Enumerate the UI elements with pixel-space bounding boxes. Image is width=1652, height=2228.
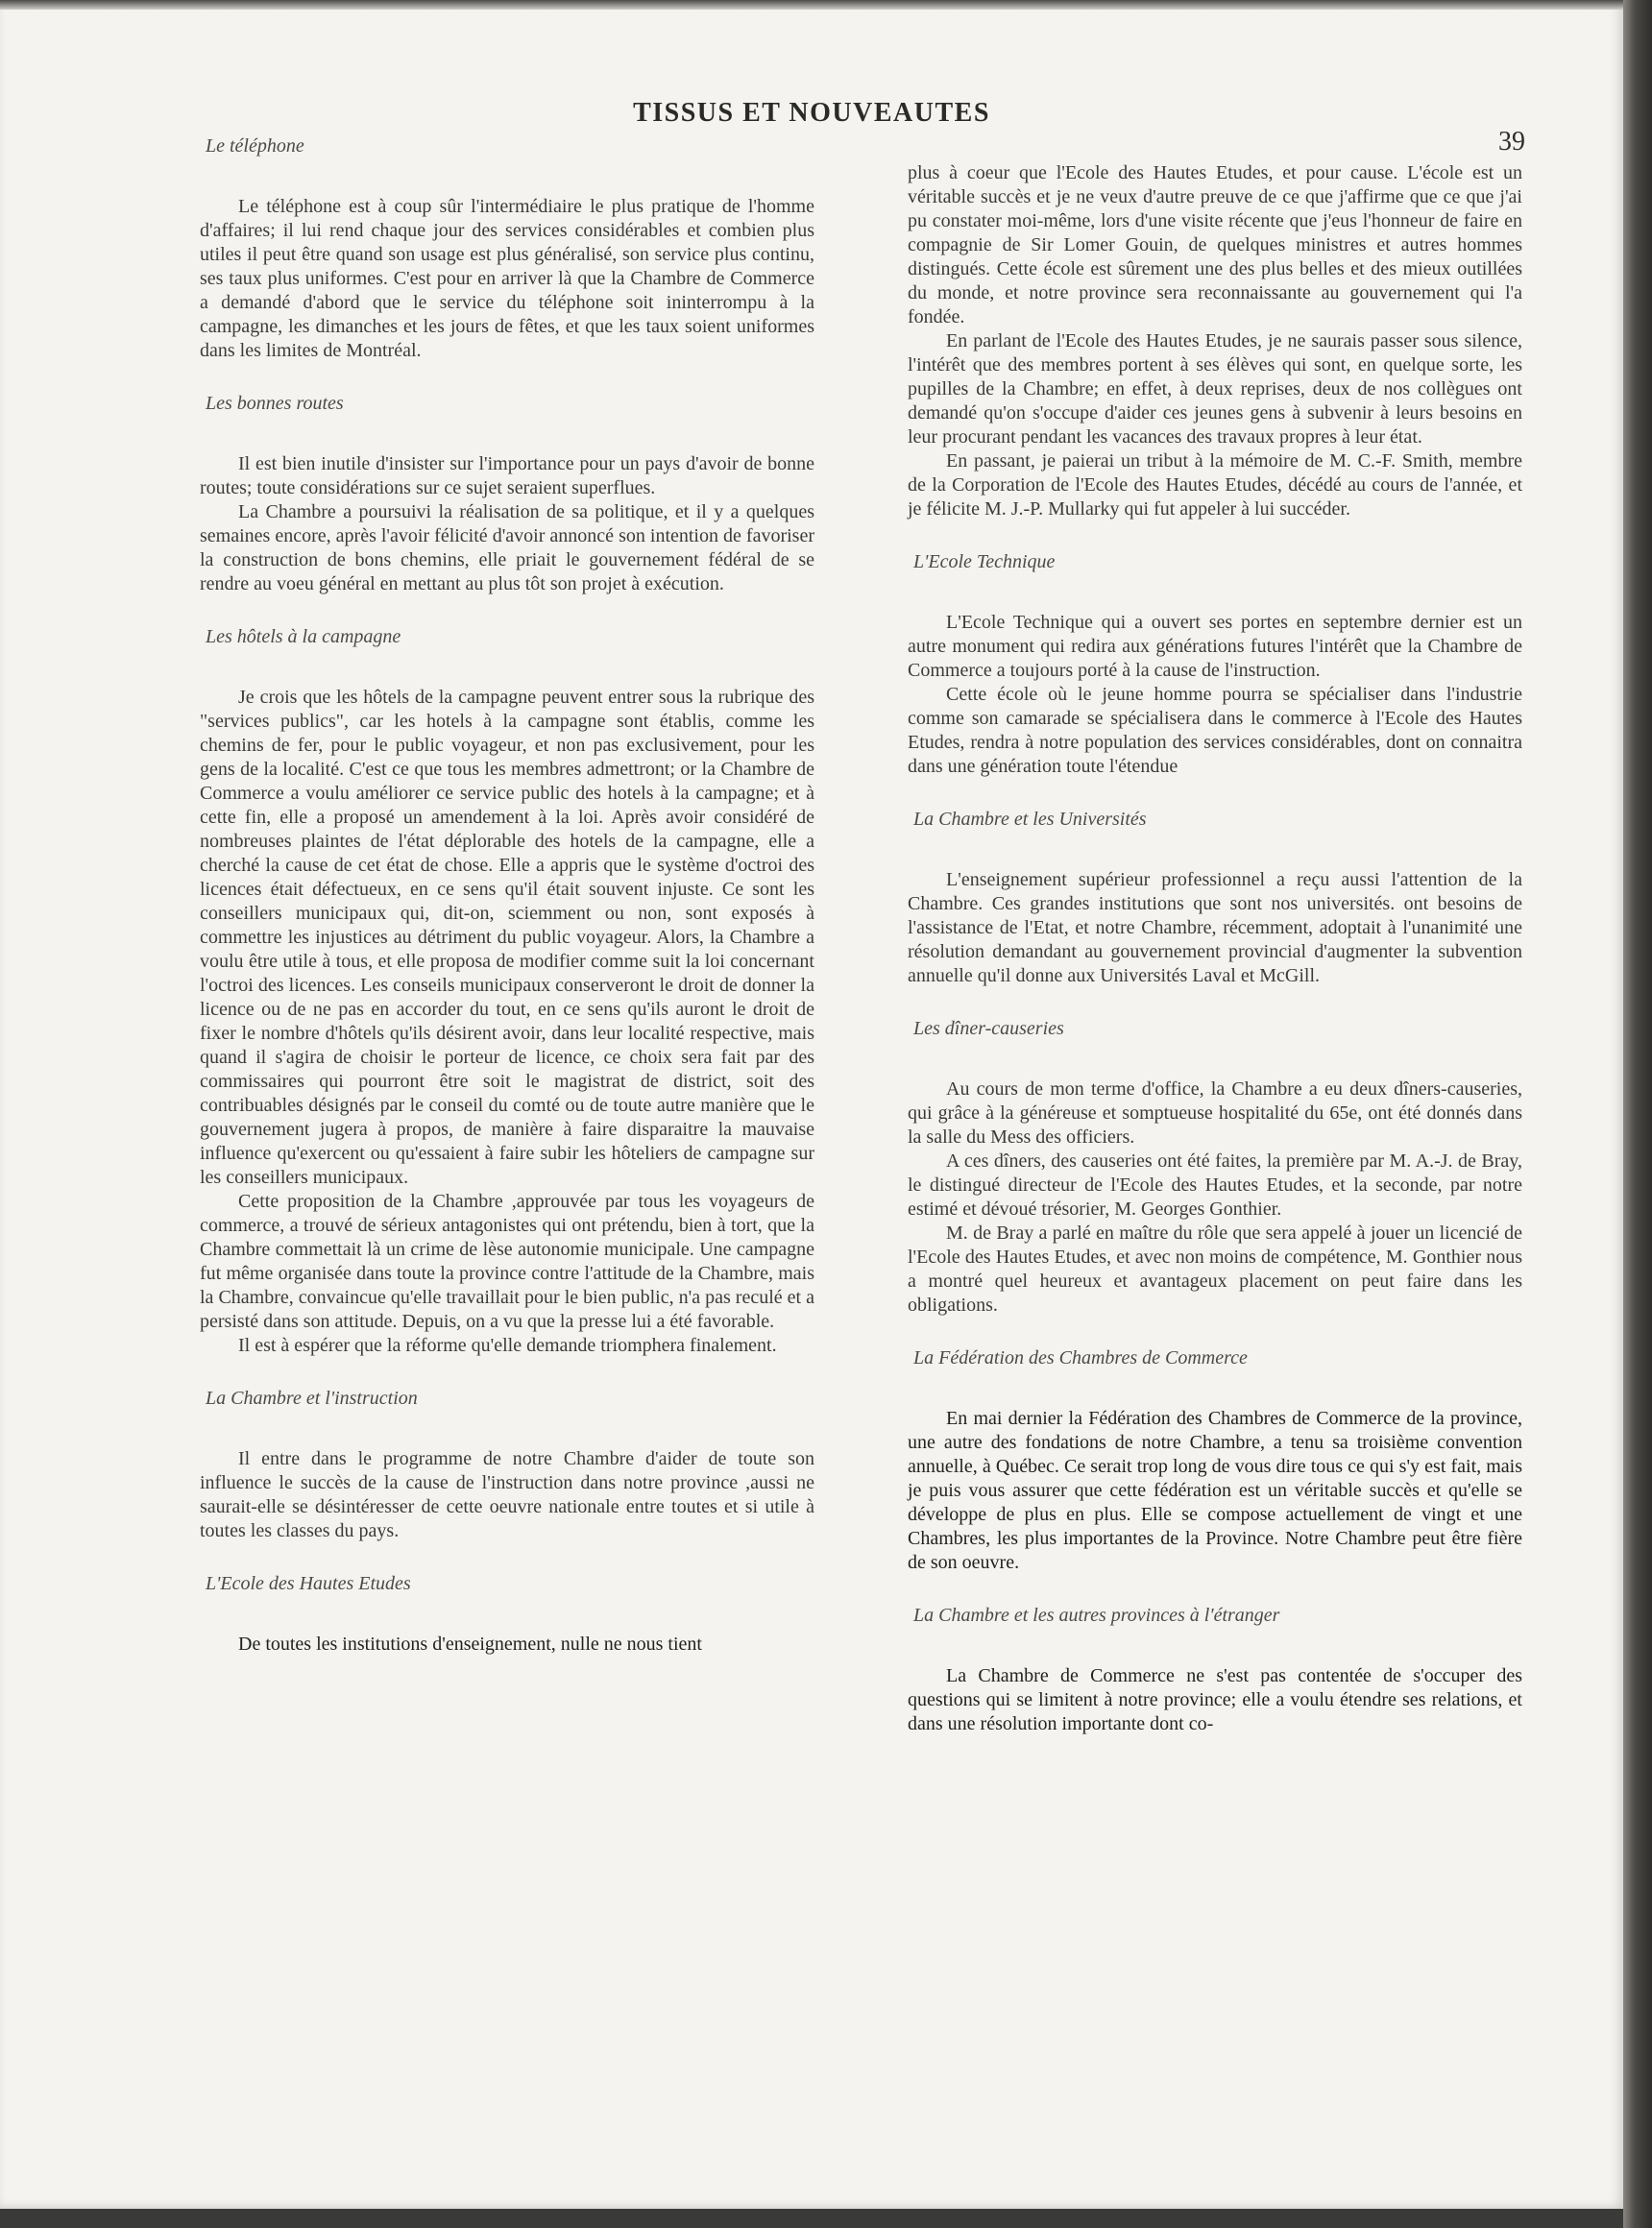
paragraph: En passant, je paierai un tribut à la mémoire de M. C.-F. Smith, membre de la Corporation de l'Ecole des Hautes Etudes, décédé au cours de l'année, et je félicite M. J.-P. Mullarky qui fut appeler à lui succéder. <box>908 450 1522 520</box>
paragraph: L'Ecole Technique qui a ouvert ses portes en septembre dernier est un autre monument qui redira aux générations futures l'intérêt que la Chambre de Commerce a toujours porté à la cause de l'instruction. <box>908 612 1522 681</box>
section-heading-universites: La Chambre et les Universités <box>913 809 1147 830</box>
page-header-title: TISSUS ET NOUVEAUTES <box>633 98 990 128</box>
paragraph: Cette proposition de la Chambre ,approuvée par tous les voyageurs de commerce, a trouvé de sérieux antagonistes qui ont prétendu, bien à tort, que la Chambre commettait là un crime de lèse autonomie municipale. Une campagne fut même organisée dans toute la province contre l'attitude de la Chambre, mais la Chambre, convaincue qu'elle travaillait pour le bien public, n'a pas reculé et a persisté dans son attitude. Depuis, on a vu que la presse lui a été favorable. <box>200 1191 814 1332</box>
section-heading-routes: Les bonnes routes <box>206 393 344 414</box>
paragraph: En parlant de l'Ecole des Hautes Etudes, je ne saurais passer sous silence, l'intérêt que des membres portent à ses élèves qui sont, en quelque sorte, les pupilles de la Chambre; en effet, à deux reprises, deux de nos collègues ont demandé qu'on s'occupe d'aider ces jeunes gens à subvenir à leurs besoins en leur procurant pendant les vacances des travaux propres à leur état. <box>908 330 1522 448</box>
paragraph: Il est bien inutile d'insister sur l'importance pour un pays d'avoir de bonne routes; toute considérations sur ce sujet seraient superflues. <box>200 453 814 498</box>
section-heading-hautes-etudes: L'Ecole des Hautes Etudes <box>206 1573 411 1594</box>
section-heading-ecole-technique: L'Ecole Technique <box>913 551 1056 572</box>
section-heading-instruction: La Chambre et l'instruction <box>206 1388 418 1409</box>
paragraph: La Chambre de Commerce ne s'est pas contentée de s'occuper des questions qui se limitent à notre province; elle a voulu étendre ses relations, et dans une résolution importante dont co- <box>908 1665 1522 1734</box>
section-heading-autres-provinces: La Chambre et les autres provinces à l'étranger <box>913 1605 1280 1626</box>
paragraph: En mai dernier la Fédération des Chambres de Commerce de la province, une autre des fondations de notre Chambre, a tenu sa troisième convention annuelle, à Québec. Ce serait trop long de vous dire tous ce qui s'y est fait, mais je puis vous assurer que cette fédération est un véritable succès et qu'elle se développe de plus en plus. Elle se compose actuellement de vingt et une Chambres, les plus importantes de la Province. Notre Chambre peut être fière de son oeuvre. <box>908 1408 1522 1573</box>
paragraph: Je crois que les hôtels de la campagne peuvent entrer sous la rubrique des "services publics", car les hotels à la campagne sont établis, comme les chemins de fer, pour le public voyageur, et non pas exclusivement, pour les gens de la localité. C'est ce que tous les membres admettront; or la Chambre de Commerce a voulu améliorer ce service public des hotels à la campagne; et à cette fin, elle a proposé un amendement à la loi. Après avoir considéré de nombreuses plaintes de l'état déplorable des hotels de la campagne, elle a cherché la cause de cet état de chose. Elle a appris que le système d'octroi des licences était défectueux, en ce sens qu'il était souvent injuste. Ce sont les conseillers municipaux qui, dit-on, sciemment ou non, sont exposés à commettre les injustices au détriment du public voyageur. Alors, la Chambre a voulu être utile à tous, et elle proposa de modifier comme suit la loi concernant l'octroi des licences. Les conseils municipaux conserveront le droit de donner la licence ou de ne pas en accorder du tout, en ce sens qu'ils auront le droit de fixer le nombre d'hôtels qu'ils désirent avoir, dans leur localité respective, mais quand il s'agira de choisir le porteur de licence, ce choix sera fait par des commissaires qui pourront être soit le magistrat de district, soit des contribuables désignés par le conseil du comté ou de toute autre manière que le gouvernement jugera à propos, de manière à faire disparaitre la mauvaise influence qu'exercent ou qu'essaient à faire subir les hôteliers de campagne sur les conseillers municipaux. <box>200 687 814 1188</box>
paragraph: La Chambre a poursuivi la réalisation de sa politique, et il y a quelques semaines encore, après l'avoir félicité d'avoir annoncé son intention de favoriser la construction de bons chemins, elle priait le gouvernement fédéral de se rendre au voeu général en mettant au plus tôt son projet à exécution. <box>200 501 814 594</box>
paragraph: Cette école où le jeune homme pourra se spécialiser dans l'industrie comme son camarade se spécialisera dans le commerce à l'Ecole des Hautes Etudes, rendra à notre population des services considérables, dont on connaitra dans une génération toute l'étendue <box>908 684 1522 777</box>
paragraph: L'enseignement supérieur professionnel a reçu aussi l'attention de la Chambre. Ces grandes institutions que sont nos universités. ont besoins de l'assistance de l'Etat, et notre Chambre, récemment, adoptait à l'unanimité une résolution demandant au gouvernement provincial d'augmenter la subvention annuelle qu'il donne aux Universités Laval et McGill. <box>908 869 1522 986</box>
left-column <box>200 134 814 1657</box>
paragraph: Il est à espérer que la réforme qu'elle demande triomphera finalement. <box>238 1335 777 1356</box>
paragraph: De toutes les institutions d'enseignement, nulle ne nous tient <box>238 1634 702 1655</box>
section-heading-hotels: Les hôtels à la campagne <box>206 626 401 647</box>
page-top-edge <box>0 0 1623 10</box>
page-number: 39 <box>1498 127 1525 157</box>
right-column <box>908 161 1522 1736</box>
paragraph: Le téléphone est à coup sûr l'intermédiaire le plus pratique de l'homme d'affaires; il lui rend chaque jour des services considérables et combien plus utiles il peut être quand son usage est plus généralisé, son service plus continu, ses taux plus uniformes. C'est pour en arriver là que la Chambre de Commerce a demandé d'abord que le service du téléphone soit ininterrompu à la campagne, les dimanches et les jours de fêtes, et que les taux soient uniformes dans les limites de Montréal. <box>200 196 814 361</box>
paragraph: Il entre dans le programme de notre Chambre d'aider de toute son influence le succès de la cause de l'instruction dans notre province ,aussi ne saurait-elle se désintéresser de cette oeuvre nationale entre toutes et si utile à toutes les classes du pays. <box>200 1448 814 1541</box>
section-heading-federation: La Fédération des Chambres de Commerce <box>913 1347 1248 1368</box>
paragraph: Au cours de mon terme d'office, la Chambre a eu deux dîners-causeries, qui grâce à la généreuse et somptueuse hospitalité du 65e, ont été donnés dans la salle du Mess des officiers. <box>908 1078 1522 1148</box>
section-heading-telephone: Le téléphone <box>206 135 304 157</box>
section-heading-diner-causeries: Les dîner-causeries <box>913 1018 1064 1039</box>
paragraph: plus à coeur que l'Ecole des Hautes Etudes, et pour cause. L'école est un véritable succès et je ne veux d'autre preuve de ce que j'affirme que ce que j'ai pu constater moi-même, lors d'une visite récente que j'eus l'honneur de faire en compagnie de Sir Lomer Gouin, de quelques ministres et autres hommes distingués. Cette école est sûrement une des plus belles et des mieux outillées du monde, et notre province sera reconnaissante au gouvernement qui l'a fondée. <box>908 162 1522 327</box>
book-binding-edge <box>1623 0 1652 2228</box>
paragraph: A ces dîners, des causeries ont été faites, la première par M. A.-J. de Bray, le distingué directeur de l'Ecole des Hautes Etudes, et la seconde, par notre estimé et dévoué trésorier, M. Georges Gonthier. <box>908 1150 1522 1220</box>
paragraph: M. de Bray a parlé en maître du rôle que sera appelé à jouer un licencié de l'Ecole des Hautes Etudes, et avec non moins de compétence, M. Gonthier nous a montré quel heureux et avantageux placement on peut faire dans les obligations. <box>908 1223 1522 1316</box>
